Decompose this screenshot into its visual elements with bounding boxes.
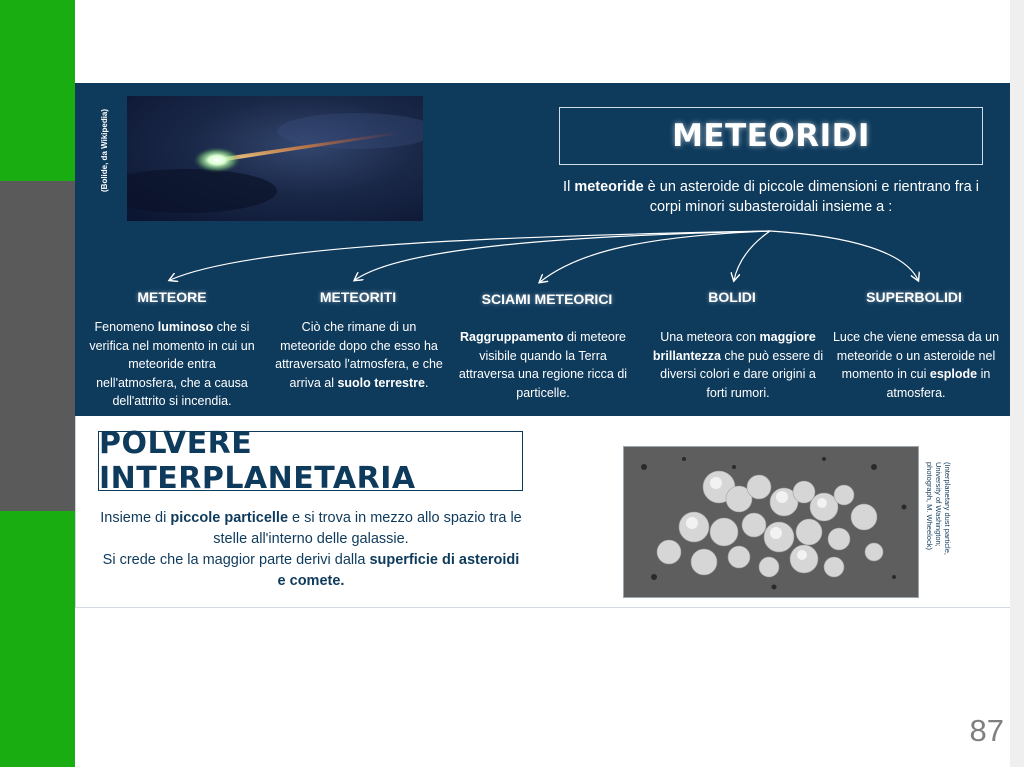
category-title-bolidi: BOLIDI bbox=[708, 289, 756, 305]
left-gray-block bbox=[0, 181, 75, 511]
dust-particle-photo bbox=[623, 446, 919, 598]
desc-text: Luce che viene emessa da un meteoride o un asteroide nel momento in cui bbox=[832, 330, 1000, 381]
desc-text: di meteore visibile quando la Terra attraversa una regione ricca di particelle. bbox=[458, 330, 628, 400]
category-title-meteore: METEORE bbox=[137, 289, 207, 305]
intro-text-end: è un asteroide di piccole dimensioni e rientrano fra i corpi minori subasteroidali insieme a : bbox=[643, 179, 979, 215]
meteoroids-title-box bbox=[559, 107, 983, 165]
dust-photo-credit: (Interplanetary dust particle, University of Washington; photograph, M. Wheelock) bbox=[925, 462, 952, 555]
desc-text: in atmosfera. bbox=[886, 367, 991, 400]
category-title-sciami: SCIAMI METEORICI bbox=[481, 291, 613, 307]
category-desc-meteoriti bbox=[275, 318, 443, 392]
category-title-meteoriti: METEORITI bbox=[319, 289, 397, 305]
dust-text: Si crede che la maggior parte derivi dalla bbox=[102, 552, 370, 568]
category-title-superbolidi: SUPERBOLIDI bbox=[866, 289, 962, 305]
meteor-photo bbox=[127, 96, 423, 221]
meteoroids-intro bbox=[556, 177, 986, 217]
desc-text: . bbox=[424, 375, 429, 390]
desc-text: Fenomeno bbox=[94, 320, 158, 334]
dust-text: Insieme di bbox=[100, 510, 171, 526]
desc-text: che può essere di diversi colori e dare origini a forti rumori. bbox=[660, 348, 824, 400]
dust-particle-illustration bbox=[624, 447, 919, 598]
desc-keyword: maggiore brillantezza bbox=[652, 330, 816, 363]
desc-keyword: suolo terrestre bbox=[337, 375, 425, 390]
interplanetary-dust-title: POLVERE INTERPLANETARIA bbox=[99, 426, 416, 496]
dust-text: e si trova in mezzo allo spazio tra le stelle all'interno delle galassie. bbox=[213, 510, 522, 547]
meteor-photo-credit: (Bolide, da Wikipedia) bbox=[100, 108, 109, 192]
category-desc-bolidi bbox=[652, 328, 824, 402]
desc-keyword: esplode bbox=[929, 367, 978, 381]
desc-text: Una meteora con bbox=[660, 330, 760, 344]
interplanetary-dust-title-box bbox=[98, 426, 523, 496]
interplanetary-dust-desc bbox=[100, 508, 522, 592]
dust-keyword: piccole particelle bbox=[170, 510, 289, 526]
desc-text: Ciò che rimane di un meteoride dopo che esso ha attraversato l'atmosfera, e che arriva al bbox=[275, 320, 443, 390]
desc-keyword: luminoso bbox=[157, 320, 214, 334]
dust-keyword: superficie di asteroidi e comete. bbox=[277, 552, 520, 589]
desc-text: che si verifica nel momento in cui un meteoride entra nell'atmosfera, che a causa dell'attrito si incendia. bbox=[89, 320, 255, 408]
category-desc-meteore bbox=[88, 318, 256, 411]
right-edge-strip bbox=[1010, 0, 1024, 767]
desc-keyword: Raggruppamento bbox=[459, 330, 564, 344]
meteoroids-title: METEORIDI bbox=[672, 118, 870, 154]
intro-text-start: Il bbox=[563, 179, 575, 195]
meteor-illustration bbox=[127, 96, 423, 221]
page-number: 87 bbox=[969, 713, 1004, 748]
category-desc-superbolidi bbox=[832, 328, 1000, 402]
category-desc-sciami bbox=[458, 328, 628, 402]
intro-keyword: meteoride bbox=[574, 179, 644, 195]
